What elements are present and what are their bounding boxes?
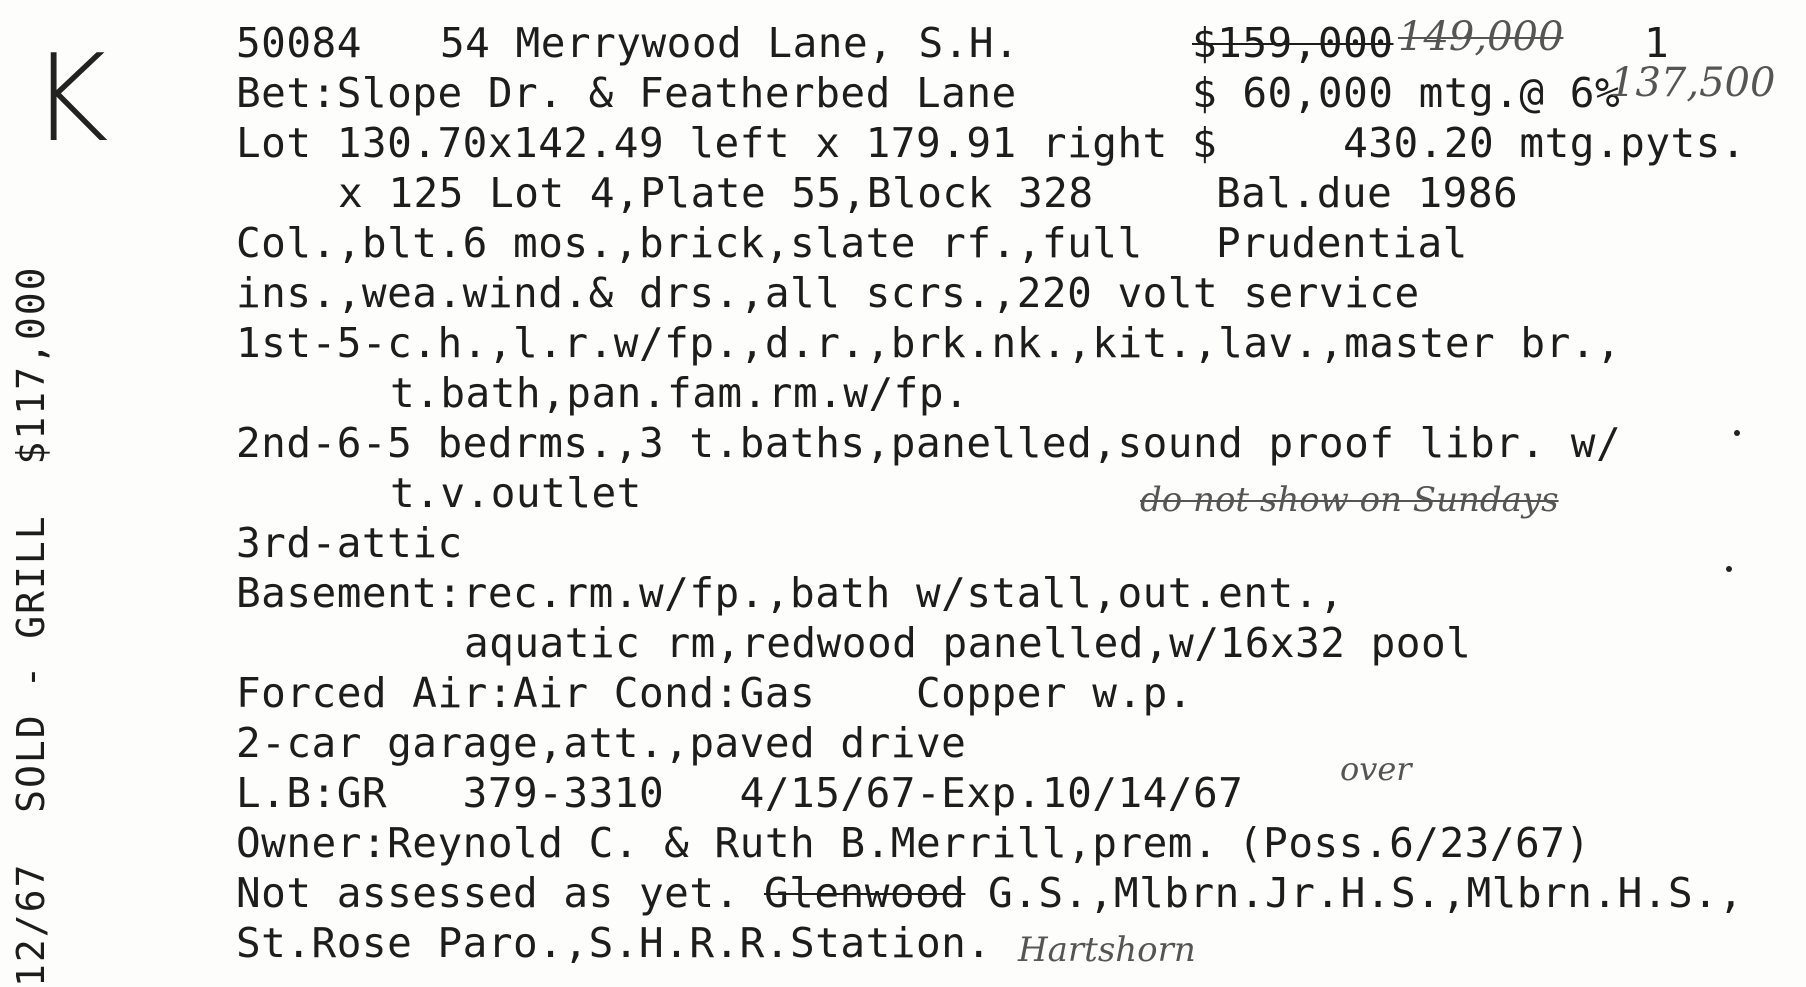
balance-due: Bal.due 1986: [1216, 169, 1519, 217]
price-suffix: 1: [1644, 19, 1670, 67]
mortgage-amount: $ 60,000 mtg.@ 6%: [1192, 69, 1621, 117]
category-letter: K: [30, 30, 109, 169]
handwritten-school: Hartshorn: [1018, 930, 1196, 970]
owner: Owner:Reynold C. & Ruth B.Merrill,prem.: [236, 819, 1219, 867]
construction-details: Col.,blt.6 mos.,brick,slate rf.,full: [236, 219, 1143, 267]
ink-dot: [1734, 430, 1740, 436]
cross-streets: Bet:Slope Dr. & Featherbed Lane: [236, 69, 1017, 117]
assessment: Not assessed as yet.: [236, 869, 740, 917]
handwritten-showing-note: do not show on Sundays: [1140, 480, 1559, 520]
basement-cont: aquatic rm,redwood panelled,w/16x32 pool: [464, 619, 1472, 667]
possession-date: (Poss.6/23/67): [1238, 819, 1591, 867]
basement: Basement:rec.rm.w/fp.,bath w/stall,out.ent.,: [236, 569, 1345, 617]
ink-dot: [1726, 566, 1732, 572]
first-floor: 1st-5-c.h.,l.r.w/fp.,d.r.,brk.nk.,kit.,lav.,master br.,: [236, 319, 1622, 367]
handwritten-over-note: over: [1340, 750, 1412, 788]
second-floor: 2nd-6-5 bedrms.,3 t.baths,panelled,sound proof libr. w/: [236, 419, 1622, 467]
heating-cooling: Forced Air:Air Cond:Gas Copper w.p.: [236, 669, 1193, 717]
property-address: 54 Merrywood Lane, S.H.: [440, 19, 1020, 67]
lockbox-dates: L.B:GR 379-3310 4/15/67-Exp.10/14/67: [236, 769, 1244, 817]
original-price: $159,000: [1192, 19, 1394, 67]
lender-name: Prudential: [1216, 219, 1468, 267]
first-floor-cont: t.bath,pan.fam.rm.w/fp.: [390, 369, 970, 417]
parish-station: St.Rose Paro.,S.H.R.R.Station.: [236, 919, 992, 967]
lot-dimensions: Lot 130.70x142.49 left x 179.91 right: [236, 119, 1168, 167]
garage: 2-car garage,att.,paved drive: [236, 719, 967, 767]
revised-price-handwritten: 149,000: [1398, 14, 1564, 60]
schools: G.S.,Mlbrn.Jr.H.S.,Mlbrn.H.S.,: [988, 869, 1744, 917]
mortgage-payments: $ 430.20 mtg.pyts.: [1192, 119, 1747, 167]
second-floor-cont: t.v.outlet: [390, 469, 642, 517]
struck-school: Glenwood: [764, 869, 966, 917]
lot-plate-block: x 125 Lot 4,Plate 55,Block 328: [338, 169, 1094, 217]
sold-status-vertical: 12/67 SOLD - GRILL $117,000: [9, 265, 53, 987]
mortgage-handwritten: 137,500: [1610, 60, 1776, 106]
listing-number: 50084: [236, 19, 362, 67]
features-line: ins.,wea.wind.& drs.,all scrs.,220 volt service: [236, 269, 1420, 317]
third-floor: 3rd-attic: [236, 519, 463, 567]
